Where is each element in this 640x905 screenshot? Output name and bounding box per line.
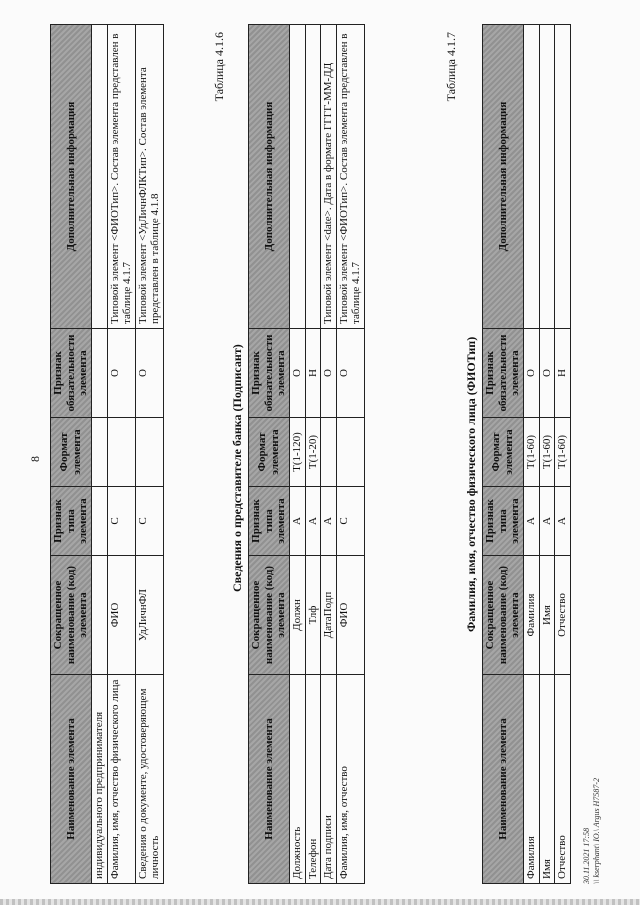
cell: Фамилия <box>523 556 539 675</box>
col-header: Признак типа элемента <box>51 487 92 556</box>
cell: С <box>336 487 364 556</box>
cell: Фамилия, имя, отчество <box>336 675 364 884</box>
table-4-1-6 <box>248 24 365 884</box>
cell: ДатаПодп <box>321 556 337 675</box>
cell <box>523 25 539 329</box>
col-header: Дополнительная информация <box>249 25 290 329</box>
scan-edge <box>0 899 640 905</box>
cell: Тлф <box>305 556 321 675</box>
table-caption: Таблица 4.1.6 <box>212 32 226 102</box>
col-header: Признак типа элемента <box>483 487 524 556</box>
table-row <box>289 25 305 884</box>
cell <box>91 25 107 329</box>
cell <box>91 556 107 675</box>
cell: А <box>289 487 305 556</box>
table-row <box>555 25 571 884</box>
signature-line: 30.11.2021 17:58 <box>582 827 591 884</box>
cell <box>91 418 107 487</box>
col-header: Наименование элемента <box>483 675 524 884</box>
cell <box>321 418 337 487</box>
cell <box>107 418 135 487</box>
table-row <box>135 25 163 884</box>
rotated-content <box>20 12 620 892</box>
cell: Типовой элемент <УдЛичнФЛКТип>. Состав элемента представлен в таблице 4.1.8 <box>135 25 163 329</box>
cell: Должность <box>289 675 305 884</box>
page-number: 8 <box>28 456 42 462</box>
cell: О <box>321 329 337 418</box>
col-header: Сокращенное наименование (код) элемента <box>249 556 290 675</box>
cell <box>555 25 571 329</box>
col-header: Дополнительная информация <box>483 25 524 329</box>
col-header: Признак обязательности элемента <box>483 329 524 418</box>
table-row <box>336 25 364 884</box>
cell: T(1-120) <box>289 418 305 487</box>
table-header-row <box>483 25 524 884</box>
cell: О <box>107 329 135 418</box>
cell: ФИО <box>336 556 364 675</box>
cell: О <box>289 329 305 418</box>
cell: О <box>523 329 539 418</box>
cell: А <box>523 487 539 556</box>
table-heading: Сведения о представителе банка (Подписант) <box>230 344 244 592</box>
cell: Типовой элемент <ФИОТип>. Состав элемента представлен в таблице 4.1.7 <box>107 25 135 329</box>
table-row <box>539 25 555 884</box>
col-header: Дополнительная информация <box>51 25 92 329</box>
cell <box>336 418 364 487</box>
cell: T(1-60) <box>555 418 571 487</box>
table-header-row <box>51 25 92 884</box>
cell: Н <box>305 329 321 418</box>
col-header: Сокращенное наименование (код) элемента <box>51 556 92 675</box>
cell: А <box>539 487 555 556</box>
cell: Отчество <box>555 556 571 675</box>
cell: С <box>135 487 163 556</box>
cell: Имя <box>539 556 555 675</box>
cell: T(1-60) <box>539 418 555 487</box>
cell: индивидуального предпринимателя <box>91 675 107 884</box>
cell: УдЛичнФЛ <box>135 556 163 675</box>
cell: Должн <box>289 556 305 675</box>
col-header: Формат элемента <box>51 418 92 487</box>
table-caption: Таблица 4.1.7 <box>444 32 458 102</box>
cell: Дата подписи <box>321 675 337 884</box>
cell <box>305 25 321 329</box>
table-4-1-7 <box>482 24 571 884</box>
table-row <box>107 25 135 884</box>
cell: T(1-60) <box>523 418 539 487</box>
cell: Н <box>555 329 571 418</box>
cell: ФИО <box>107 556 135 675</box>
col-header: Признак обязательности элемента <box>51 329 92 418</box>
col-header: Наименование элемента <box>249 675 290 884</box>
signature-line: \\ kserphant\ IO.\ Argus H7587-2 <box>591 778 601 884</box>
cell: Телефон <box>305 675 321 884</box>
table-row <box>321 25 337 884</box>
table-heading: Фамилия, имя, отчество физического лица (ФИОТип) <box>464 336 478 632</box>
cell: О <box>135 329 163 418</box>
table-header-row <box>249 25 290 884</box>
cell <box>91 487 107 556</box>
col-header: Сокращенное наименование (код) элемента <box>483 556 524 675</box>
cell: А <box>555 487 571 556</box>
table-row <box>523 25 539 884</box>
cell: О <box>539 329 555 418</box>
signature-stamp <box>582 778 601 884</box>
cell: Типовой элемент <ФИОТип>. Состав элемента представлен в таблице 4.1.7 <box>336 25 364 329</box>
cell: T(1-20) <box>305 418 321 487</box>
table-row <box>91 25 107 884</box>
cell: Фамилия <box>523 675 539 884</box>
col-header: Признак обязательности элемента <box>249 329 290 418</box>
col-header: Признак типа элемента <box>249 487 290 556</box>
cell: Имя <box>539 675 555 884</box>
cell: О <box>336 329 364 418</box>
col-header: Формат элемента <box>249 418 290 487</box>
cell: Фамилия, имя, отчество физического лица <box>107 675 135 884</box>
cell <box>289 25 305 329</box>
cell <box>91 329 107 418</box>
cell: Сведения о документе, удостоверяющем личность <box>135 675 163 884</box>
cell: А <box>321 487 337 556</box>
cell: С <box>107 487 135 556</box>
col-header: Наименование элемента <box>51 675 92 884</box>
cell: Типовой элемент <date>. Дата в формате ГГГГ-ММ-ДД <box>321 25 337 329</box>
col-header: Формат элемента <box>483 418 524 487</box>
table-continuation <box>50 24 164 884</box>
cell <box>539 25 555 329</box>
table-row <box>305 25 321 884</box>
cell <box>135 418 163 487</box>
cell: Отчество <box>555 675 571 884</box>
cell: А <box>305 487 321 556</box>
